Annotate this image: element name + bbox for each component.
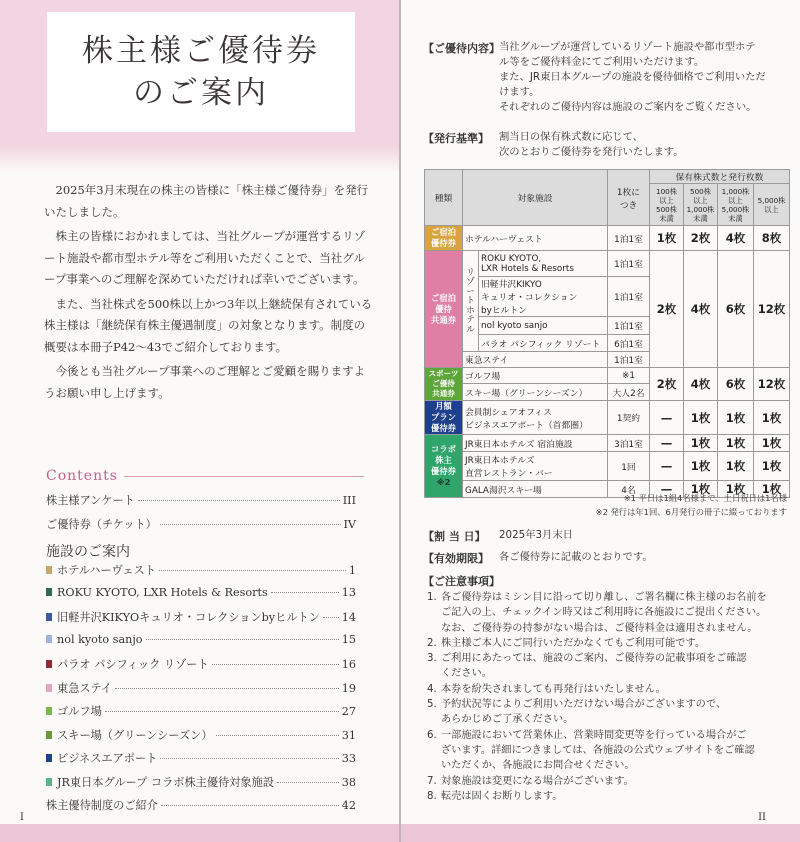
- caution-item: 5. 予約状況等によりご利用いただけない場合がございますので、 あらかじめご了承ください。: [427, 699, 727, 726]
- table-row: ご宿泊 優待 共通券 リ ゾ ー ト ホ テ ル ROKU KYOTO, LXR Hotels & Resorts 1泊1室 2枚 4枚 6枚 12枚: [425, 251, 790, 277]
- toc-item-facility[interactable]: 東急ステイ 19: [46, 680, 356, 704]
- issue-table: [424, 169, 790, 498]
- color-marker-icon: [46, 613, 52, 621]
- color-marker-icon: [46, 731, 52, 739]
- intro-paragraph: 2025年3月末現在の株主の皆様に「株主様ご優待券」を発行いたしました。: [44, 183, 369, 219]
- toc-item-benefit-intro[interactable]: 株主優待制度のご紹介 42: [46, 799, 356, 812]
- color-marker-icon: [46, 707, 52, 715]
- toc-item-facility[interactable]: パラオ パシフィック リゾート 16: [46, 656, 356, 680]
- caution-item: 4. 本券を紛失されましても再発行はいたしません。: [427, 683, 666, 695]
- toc-item-facility[interactable]: スキー場（グリーンシーズン） 31: [46, 727, 356, 751]
- color-marker-icon: [46, 684, 52, 692]
- issue-criteria-text: 割当日の保有株式数に応じて、 次のとおりご優待券を発行いたします。: [499, 131, 684, 158]
- tier-100: 100株 以上 500株 未満: [650, 184, 684, 226]
- facilities-heading: 施設のご案内: [46, 543, 130, 560]
- cautions-list: [427, 590, 787, 804]
- cautions-label: 【ご注意事項】: [423, 575, 500, 588]
- col-type: 種類: [425, 170, 463, 226]
- toc-item-facility[interactable]: ROKU KYOTO, LXR Hotels & Resorts 13: [46, 586, 356, 610]
- color-marker-icon: [46, 588, 52, 596]
- caution-item: 7. 対象施設は変更になる場合がございます。: [427, 775, 634, 787]
- intro-text: [44, 180, 374, 407]
- table-of-contents: [46, 492, 356, 821]
- left-page: [0, 0, 399, 842]
- caution-item: 3. ご利用にあたっては、施設のご案内、ご優待券の記載事項をご確認 ください。: [427, 653, 747, 680]
- title-line-1: 株主様ご優待券: [82, 33, 320, 69]
- color-marker-icon: [46, 754, 52, 762]
- category-sports: スポーツ ご優待 共通券: [425, 368, 463, 401]
- contents-heading: Contents: [46, 468, 364, 484]
- title-line-2: のご案内: [133, 75, 269, 111]
- toc-item-facility[interactable]: JR東日本グループ コラボ株主優待対象施設 38: [46, 774, 356, 798]
- category-collab: コラボ 株主 優待券 ※2: [425, 435, 463, 498]
- caution-item: 2. 株主様ご本人にご同行いただかなくてもご利用可能です。: [427, 637, 706, 649]
- table-row: ご宿泊 優待券 ホテルハーヴェスト 1泊1室 1枚 2枚 4枚 8枚: [425, 226, 790, 251]
- caution-item: 8. 転売は固くお断りします。: [427, 790, 563, 802]
- page-title: [47, 12, 355, 132]
- category-common: ご宿泊 優待 共通券: [425, 251, 463, 368]
- caution-item: 6. 一部施設において営業休止、営業時間変更等を行っている場合がご ざいます。詳細につきましては、各施設の公式ウェブサイトをご確認 いただくか、各施設にお問合せください。: [427, 729, 755, 772]
- toc-item-tickets[interactable]: ご優待券（チケット） IV: [46, 517, 356, 531]
- table-row: スキー場（グリーンシーズン） 大人2名: [425, 384, 790, 401]
- intro-paragraph: また、当社株式を500株以上かつ3年以上継続保有されている株主様は「継続保有株主優遇制度」の対象となります。制度の概要は本冊子P42～43でご紹介しております。: [44, 296, 373, 354]
- color-marker-icon: [46, 635, 52, 643]
- toc-item-survey[interactable]: 株主様アンケート III: [46, 494, 356, 507]
- note-2: ※2 発行は年1回、6月発行の冊子に綴っております: [595, 507, 787, 517]
- facility-list: [46, 562, 356, 797]
- table-row: パラオ パシフィック リゾート 6泊1室: [425, 335, 790, 352]
- intro-paragraph: 今後とも当社グループ事業へのご理解とご愛顧を賜りますようお願い申し上げます。: [44, 364, 366, 400]
- benefit-content-text: 当社グループが運営しているリゾート施設や都市型ホテ ル等をご優待料金にてご利用いただけます。 また、JR東日本グループの施設を優待価格でご利用いただ けます。 それぞれのご優待内容は施設のご案内をご覧ください。: [499, 41, 766, 113]
- col-facility: 対象施設: [463, 170, 608, 226]
- allotment-value: 2025年3月末日: [499, 529, 573, 541]
- table-row: スポーツ ご優待 共通券 ゴルフ場 ※1 2枚 4枚 6枚 12枚: [425, 368, 790, 384]
- validity-value: 各ご優待券に記載のとおりです。: [499, 551, 653, 563]
- intro-paragraph: 株主の皆様におかれましては、当社グループが運営するリゾート施設や都市型ホテル等をご利用いただくことで、当社グループ事業へのご理解を深めていただければ幸いでございます。: [44, 229, 366, 286]
- col-shares: 保有株式数と発行枚数: [650, 170, 790, 184]
- table-row: 東急ステイ 1泊1室: [425, 352, 790, 368]
- color-marker-icon: [46, 566, 52, 574]
- table-row: 旧軽井沢KIKYO キュリオ・コレクション byヒルトン 1泊1室: [425, 277, 790, 317]
- table-row: JR東日本ホテルズ 直営レストラン・バー 1回 — 1枚 1枚 1枚: [425, 452, 790, 481]
- allotment-label: 【割 当 日】: [423, 530, 486, 543]
- page-number: I: [20, 812, 24, 823]
- color-marker-icon: [46, 778, 52, 786]
- page-number: II: [758, 812, 766, 823]
- issue-criteria-label: 【発行基準】: [423, 132, 489, 145]
- toc-item-facility[interactable]: nol kyoto sanjo 15: [46, 633, 356, 657]
- toc-item-facility[interactable]: 旧軽井沢KIKYOキュリオ・コレクションbyヒルトン 14: [46, 609, 356, 633]
- caution-item: 1. 各ご優待券はミシン目に沿って切り離し、ご署名欄に株主様のお名前を ご記入の上、チェックイン時又はご利用時に各施設にご提出ください。 なお、ご優待券の持参がない場合は、ご優待料金は適用されません。: [427, 592, 767, 634]
- category-plan: 月額 プラン 優待券: [425, 401, 463, 435]
- toc-item-facility[interactable]: ホテルハーヴェスト 1: [46, 562, 356, 586]
- tier-5000: 5,000株 以上: [754, 184, 790, 226]
- table-row: nol kyoto sanjo 1泊1室: [425, 317, 790, 335]
- table-row: GALA湯沢スキー場 4名 — 1枚 1枚 1枚: [425, 481, 790, 498]
- toc-item-facility[interactable]: ゴルフ場 27: [46, 703, 356, 727]
- validity-label: 【有効期限】: [423, 552, 489, 565]
- tier-500: 500株 以上 1,000株 未満: [684, 184, 718, 226]
- note-1: ※1 平日は1組4名様まで、土日祝日は1名様: [623, 493, 787, 503]
- col-per: 1枚に つき: [608, 170, 650, 226]
- right-page: [401, 0, 800, 842]
- resort-hotel-label: リ ゾ ー ト ホ テ ル: [463, 251, 479, 352]
- color-marker-icon: [46, 660, 52, 668]
- benefit-content-label: 【ご優待内容】: [423, 42, 500, 55]
- table-row: コラボ 株主 優待券 ※2 JR東日本ホテルズ 宿泊施設 3泊1室 — 1枚 1枚 1枚: [425, 435, 790, 452]
- tier-1000: 1,000株 以上 5,000株 未満: [718, 184, 754, 226]
- toc-item-facility[interactable]: ビジネスエアポート 33: [46, 750, 356, 774]
- table-row: 月額 プラン 優待券 会員制シェアオフィス ビジネスエアポート（首都圏） 1契約 — 1枚 1枚 1枚: [425, 401, 790, 435]
- category-hotel: ご宿泊 優待券: [425, 226, 463, 251]
